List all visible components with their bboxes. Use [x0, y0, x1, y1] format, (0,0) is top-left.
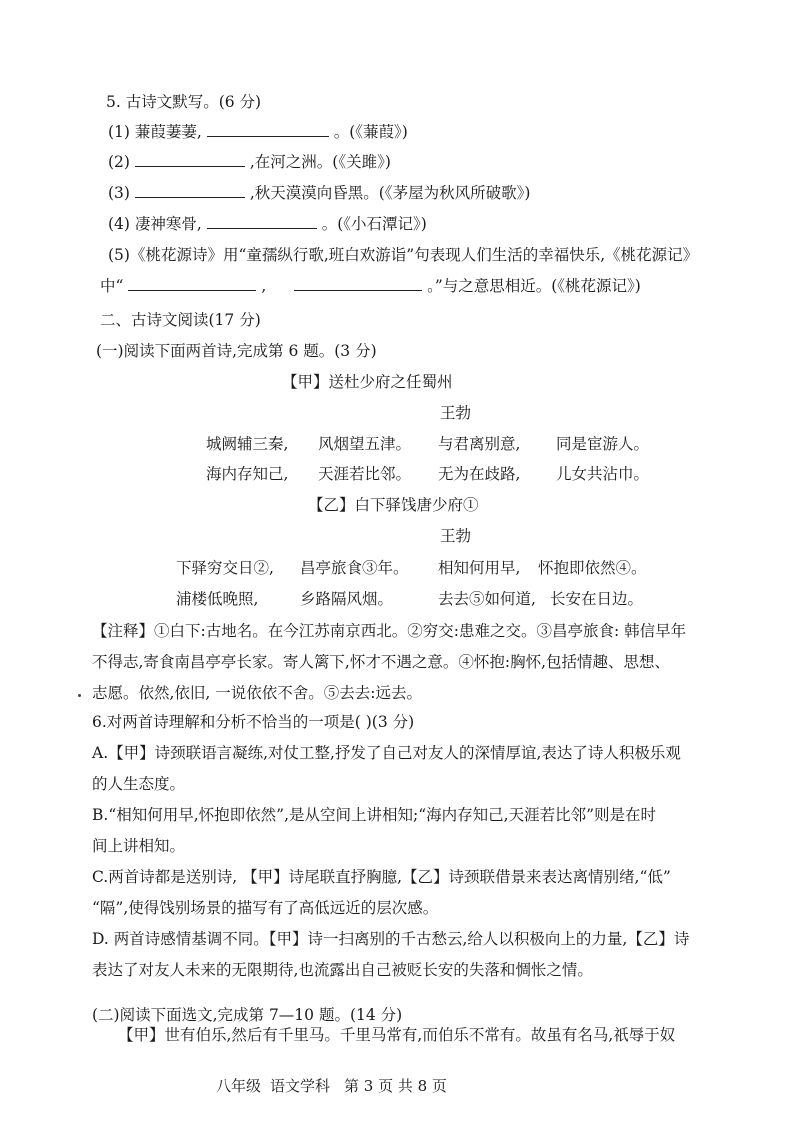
poem-b-author: 王勃	[440, 527, 472, 545]
footer-grade: 八年级	[216, 1077, 262, 1095]
part-2-title: (二)阅读下面选文,完成第 7—10 题。(14 分)	[92, 1006, 403, 1024]
q6-option-a-line2: 的人生态度。	[92, 775, 186, 793]
q5-item-2	[108, 152, 391, 172]
q5-item-5-post: 。”与之意思相近。(《桃花源记》)	[427, 277, 641, 295]
poem-line: 乡路隔风烟。	[300, 590, 394, 608]
poem-line: 昌亭旅食③年。	[300, 559, 409, 577]
footer-page-number: 第 3 页 共 8 页	[344, 1077, 447, 1095]
q6-option-b-line1[interactable]: B.“相知何用早,怀抱即依然”,是从空间上讲相知;“海内存知己,天涯若比邻”则是在时	[92, 806, 657, 824]
q5-item-4-post: 。(《小石潭记》)	[321, 215, 427, 233]
answer-blank[interactable]	[128, 276, 256, 291]
q5-item-1	[108, 122, 408, 142]
poem-line: 天涯若比邻。	[318, 465, 412, 483]
q5-item-5-line2	[100, 276, 641, 296]
poem-line: 下驿穷交日②,	[176, 559, 274, 577]
poem-line: 同是宦游人。	[556, 435, 650, 453]
q5-item-4	[108, 214, 427, 234]
answer-blank[interactable]	[207, 122, 329, 137]
section-2-title: 二、古诗文阅读(17 分)	[100, 311, 261, 329]
poem-line: 浦楼低晚照,	[176, 590, 259, 608]
q6-option-b-line2: 间上讲相知。	[92, 837, 186, 855]
q5-item-1-post: 。(《蒹葭》)	[333, 123, 408, 141]
scan-dot	[78, 694, 81, 697]
poem-line: 海内存知己,	[206, 465, 289, 483]
q5-item-5-mid: ,	[261, 277, 267, 295]
poem-line: 城阙辅三秦,	[206, 435, 289, 453]
part-2-text: 【甲】世有伯乐,然后有千里马。千里马常有,而伯乐不常有。故虽有名马,祇辱于奴	[118, 1026, 676, 1044]
poem-a-author: 王勃	[440, 404, 472, 422]
q5-item-2-post: ,在河之洲。(《关雎》)	[249, 153, 391, 171]
answer-blank[interactable]	[207, 214, 317, 229]
poem-line: 相知何用早,	[438, 559, 521, 577]
footer-subject: 语文学科	[270, 1077, 331, 1095]
poem-line: 儿女共沾巾。	[556, 465, 650, 483]
q6-option-c-line2: “隔”,使得饯别场景的描写有了高低远近的层次感。	[92, 899, 439, 917]
answer-blank[interactable]	[294, 276, 422, 291]
q5-item-1-pre: (1) 蒹葭萋萋,	[108, 123, 202, 141]
part-1-title: (一)阅读下面两首诗,完成第 6 题。(3 分)	[96, 342, 377, 360]
q6-option-c-line1[interactable]: C.两首诗都是送别诗, 【甲】诗尾联直抒胸臆,【乙】诗颈联借景来表达离情别绪,“低”	[92, 868, 671, 886]
q5-item-5-pre: 中“	[100, 277, 124, 295]
poem-line: 怀抱即依然④。	[538, 559, 647, 577]
notes-line: 不得志,寄食南昌亭亭长家。寄人篱下,怀才不遇之意。④怀抱:胸怀,包括情趣、思想、	[92, 653, 671, 671]
q5-item-3-pre: (3)	[108, 184, 130, 202]
poem-line: 长安在日边。	[550, 590, 644, 608]
answer-blank[interactable]	[135, 152, 245, 167]
q6-option-d-line1[interactable]: D. 两首诗感情基调不同。【甲】诗一扫离别的千古愁云,给人以积极向上的力量,【乙】诗	[92, 930, 690, 948]
q5-title: 5. 古诗文默写。(6 分)	[106, 93, 262, 111]
q6-option-a-line1[interactable]: A.【甲】诗颈联语言凝练,对仗工整,抒发了自己对友人的深情厚谊,表达了诗人积极乐观	[92, 744, 681, 762]
q5-item-3	[108, 183, 530, 203]
poem-line: 与君离别意,	[438, 435, 521, 453]
q6-stem: 6.对两首诗理解和分析不恰当的一项是( )(3 分)	[92, 713, 415, 731]
poem-b-title: 【乙】白下驿饯唐少府①	[308, 496, 479, 514]
poem-a-title: 【甲】送杜少府之任蜀州	[282, 373, 453, 391]
answer-blank[interactable]	[135, 183, 245, 198]
q5-item-4-pre: (4) 凄神寒骨,	[108, 215, 202, 233]
notes-line: 志愿。依然,依旧, 一说依依不舍。⑤去去:远去。	[92, 684, 423, 702]
q5-item-3-post: ,秋天漠漠向昏黑。(《茅屋为秋风所破歌》)	[249, 184, 531, 202]
poem-line: 去去⑤如何道,	[438, 590, 536, 608]
q5-item-2-pre: (2)	[108, 153, 130, 171]
notes-line: 【注释】①白下:古地名。在今江苏南京西北。②穷交:患难之交。③昌亭旅食: 韩信早年	[92, 622, 687, 640]
poem-line: 风烟望五津。	[318, 435, 412, 453]
q5-item-5-line1: (5)《桃花源诗》用“童孺纵行歌,班白欢游诣”句表现人们生活的幸福快乐,《桃花源记》	[108, 246, 699, 264]
q6-option-d-line2: 表达了对友人未来的无限期待,也流露出自己被贬长安的失落和惆怅之情。	[92, 961, 593, 979]
poem-line: 无为在歧路,	[438, 465, 521, 483]
